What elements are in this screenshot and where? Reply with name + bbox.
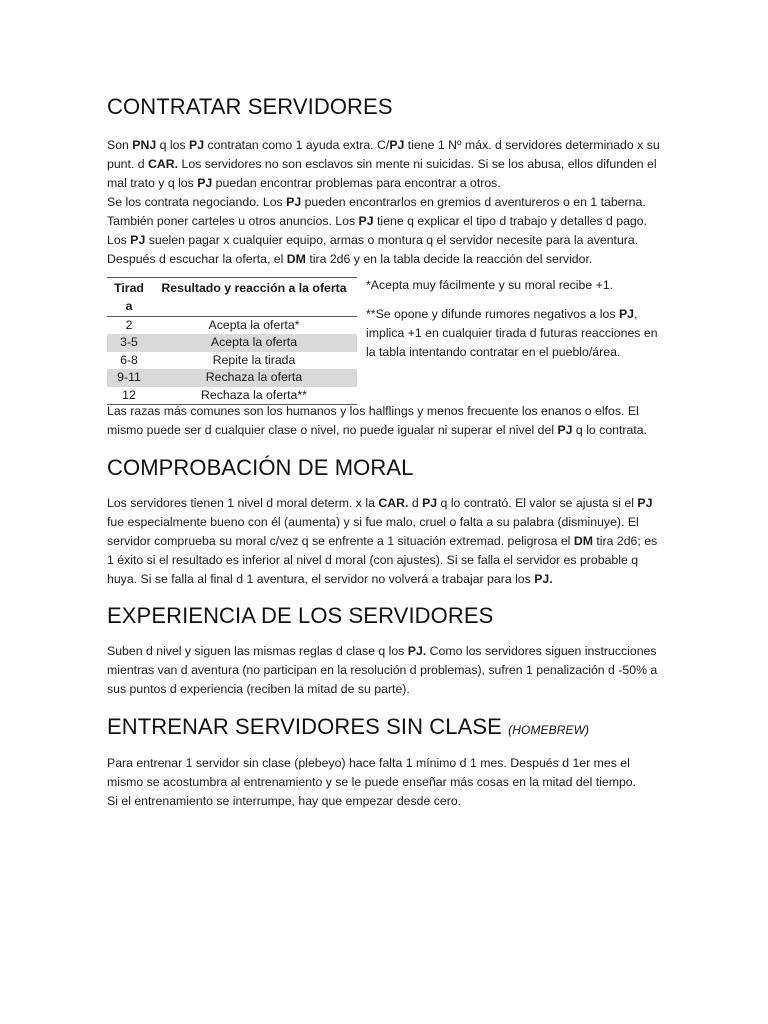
- heading-contratar-servidores: CONTRATAR SERVIDORES: [107, 94, 393, 119]
- table-body: [107, 317, 357, 405]
- table-cell-roll: 12: [122, 387, 136, 402]
- paragraph-razas: [107, 402, 663, 440]
- text-paragraph: Para entrenar 1 servidor sin clase (plebeyo) hace falta 1 mínimo d 1 mes. Después d 1er mes el mismo se acostumbra al entrenamiento y se le puede enseñar más cosas en la mitad del tiempo.: [107, 756, 637, 789]
- table-cell-roll: 2: [125, 318, 133, 332]
- paragraph-experiencia: [107, 642, 663, 699]
- heading-experiencia-servidores: EXPERIENCIA DE LOS SERVIDORES: [107, 603, 494, 628]
- text-paragraph: Las razas más comunes son los humanos y los halflings y menos frecuente los enanos o elfos. El mismo puede ser d cualquier clase o nivel, no puede igualar ni superar el nivel del PJ q lo contrata.: [107, 404, 648, 437]
- bold-term: CAR.: [378, 496, 409, 510]
- table-cell-result: Acepta la oferta*: [208, 318, 300, 332]
- table-header-row: [107, 278, 357, 317]
- bold-term: PJ: [557, 423, 573, 437]
- text-paragraph: Son PNJ q los PJ contratan como 1 ayuda extra. C/PJ tiene 1 Nº máx. d servidores determinado x su punt. d CAR. Los servidores no son esclavos sin mente ni suicidas. Si se los abusa, ellos difunden el mal trato y q los PJ puedan encontrar problemas para encontrar a otros.: [107, 138, 660, 190]
- bold-term: PJ: [286, 195, 302, 209]
- bold-term: PJ: [130, 233, 146, 247]
- bold-term: PJ: [389, 138, 405, 152]
- reaction-table: [107, 277, 357, 405]
- table-header-roll: Tirad a: [107, 278, 151, 317]
- paragraph-moral: [107, 494, 663, 589]
- bold-term: DM: [286, 252, 306, 266]
- text-paragraph: Si el entrenamiento se interrumpe, hay que empezar desde cero.: [107, 794, 462, 808]
- bold-term: PJ: [358, 214, 374, 228]
- table-cell-result: Rechaza la oferta: [151, 369, 357, 386]
- text-paragraph: Se los contrata negociando. Los PJ pueden encontrarlos en gremios d aventureros o en 1 taberna. También poner carteles u otros anuncios. Los PJ tiene q explicar el tipo d trabajo y detalles d pago. Los PJ suelen pagar x cualquier equipo, armas o montura q el servidor necesite para la aventura. Después d escuchar la oferta, el DM tira 2d6 y en la tabla decide la reacción del servidor.: [107, 195, 648, 266]
- heading-entrenar-servidores: [107, 714, 589, 740]
- bold-term: PJ: [189, 138, 205, 152]
- text-paragraph: Los servidores tienen 1 nivel d moral determ. x la CAR. d PJ q lo contrató. El valor se ajusta si el PJ fue especialmente bueno con él (aumenta) y si fue malo, cruel o falta a su palabra (disminuye). El servidor comprueba su moral c/vez q se enfrente a 1 situación extremad. peligrosa el DM tira 2d6; es 1 éxito si el resultado es inferior al nivel d moral (con ajustes). Si se falla el servidor es probable q huya. Si se falla al final d 1 aventura, el servidor no volverá a trabajar para los PJ.: [107, 496, 658, 586]
- table-cell-roll: 6-8: [120, 352, 138, 367]
- table-row: [107, 352, 357, 369]
- table-row: [107, 369, 357, 386]
- bold-term: CAR.: [148, 157, 179, 171]
- text-paragraph: Suben d nivel y siguen las mismas reglas d clase q los PJ. Como los servidores siguen instrucciones mientras van d aventura (no participan en la resolución d problemas), sufren 1 penalización d -50% a sus puntos d experiencia (reciben la mitad de su parte).: [107, 644, 658, 696]
- table-row: [107, 334, 357, 351]
- table-cell-roll: 3-5: [107, 334, 151, 351]
- bold-term: PJ: [197, 176, 213, 190]
- heading-comprobacion-moral: COMPROBACIÓN DE MORAL: [107, 455, 414, 480]
- heading-entrenar-subtitle: (HOMEBREW): [508, 723, 590, 737]
- table-header-result: Resultado y reacción a la oferta: [151, 278, 357, 317]
- bold-term: PJ.: [534, 572, 553, 586]
- bold-term: PJ: [637, 496, 653, 510]
- table-cell-result: Acepta la oferta: [151, 334, 357, 351]
- paragraph-contratar: [107, 136, 663, 269]
- reaction-table-wrapper: [107, 277, 357, 405]
- table-notes: [366, 276, 666, 362]
- bold-term: PJ: [422, 496, 438, 510]
- table-cell-roll: 9-11: [107, 369, 151, 386]
- bold-term: PJ.: [407, 644, 427, 658]
- bold-term: DM: [573, 534, 593, 548]
- table-note-2: **Se opone y difunde rumores negativos a los PJ, implica +1 en cualquier tirada d futuras reacciones en la tabla intentando contratar en el pueblo/área.: [366, 307, 658, 359]
- heading-entrenar-title: ENTRENAR SERVIDORES SIN CLASE: [107, 714, 502, 739]
- table-note-1: *Acepta muy fácilmente y su moral recibe +1.: [366, 278, 614, 292]
- paragraph-entrenar: [107, 754, 663, 811]
- bold-term: PJ: [618, 307, 634, 321]
- table-row: [107, 317, 357, 335]
- bold-term: PNJ: [132, 138, 157, 152]
- table-cell-result: Repite la tirada: [212, 352, 296, 367]
- table-cell-result: Rechaza la oferta**: [201, 387, 307, 402]
